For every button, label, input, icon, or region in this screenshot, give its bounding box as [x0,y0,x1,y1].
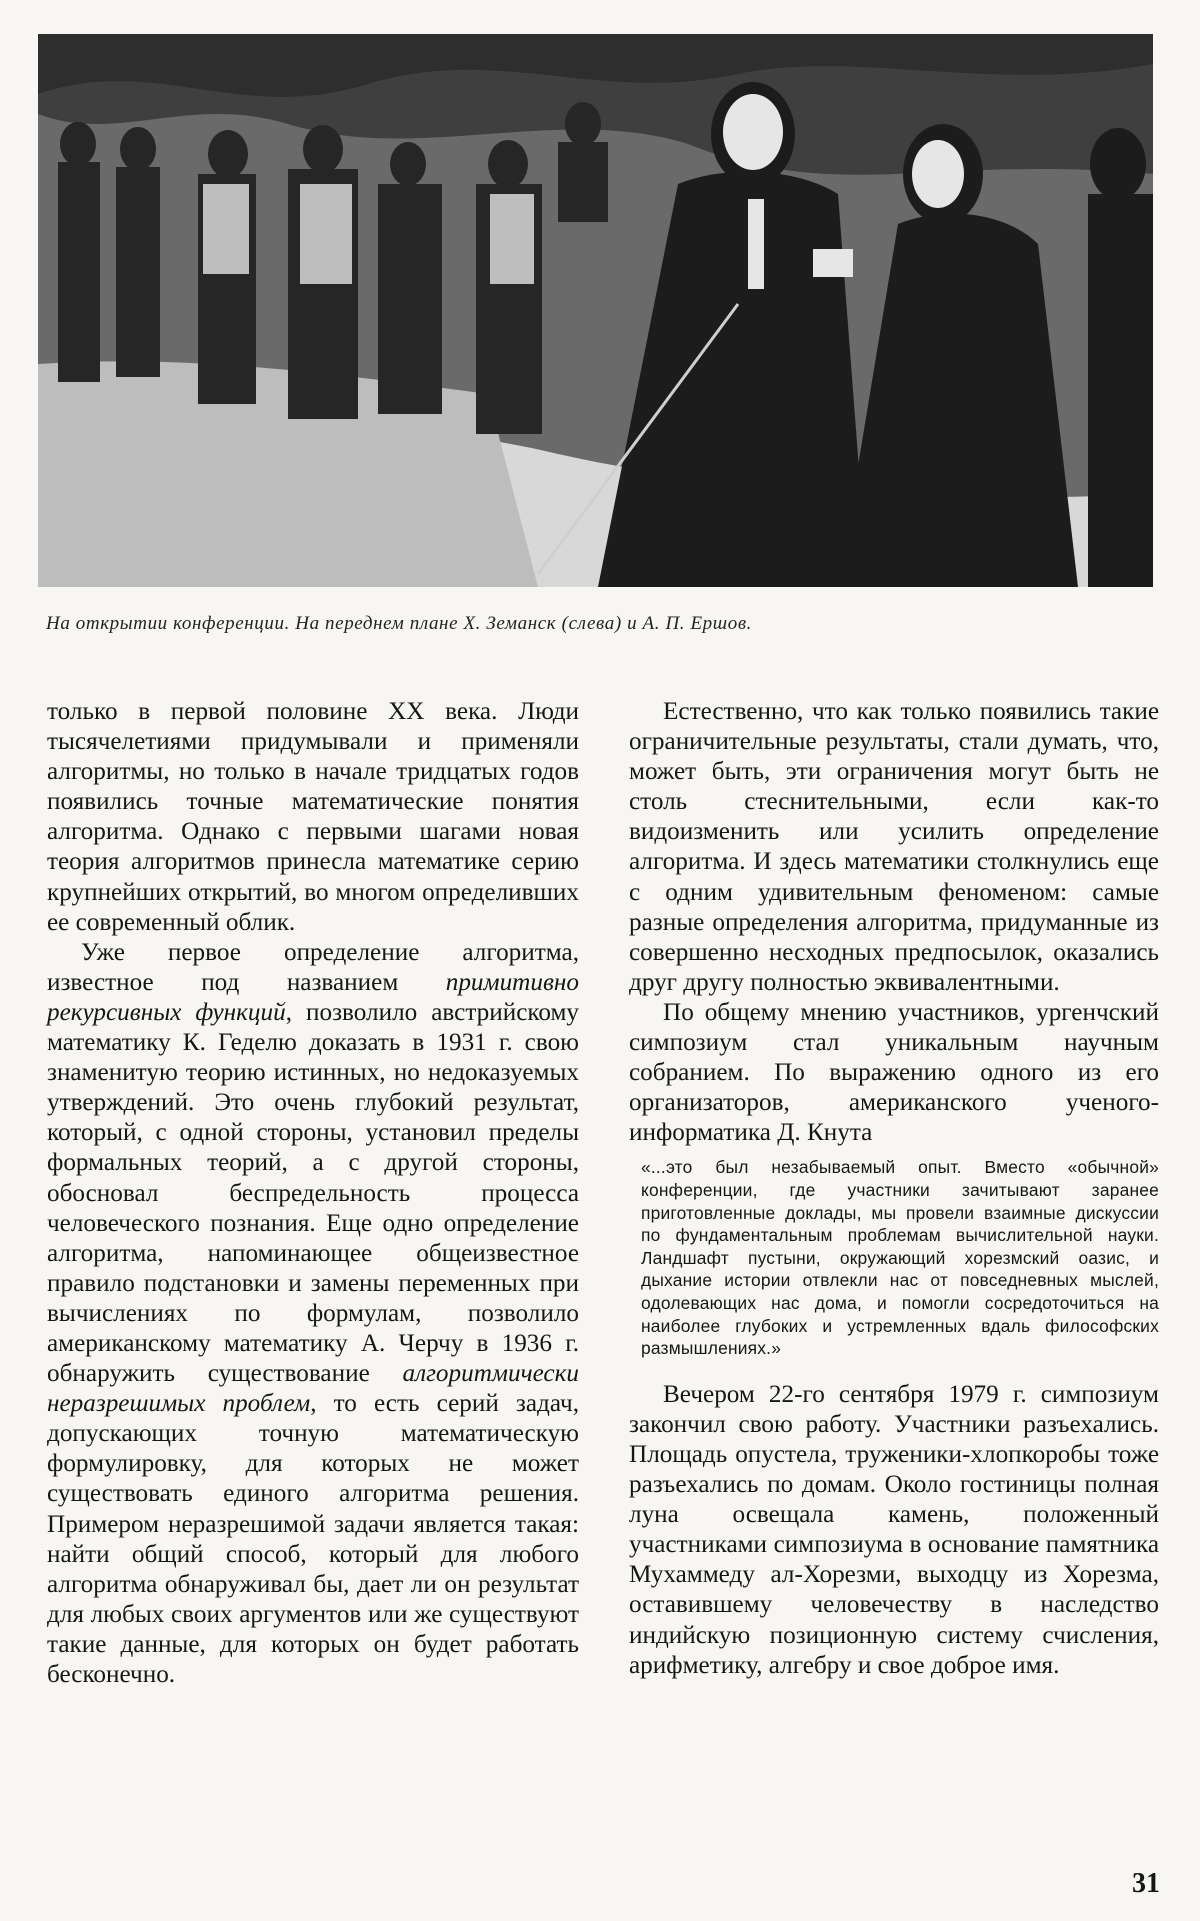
conference-photo [38,34,1153,587]
emphasis-term: алгоритмически неразрешимых проблем [47,1360,579,1418]
paragraph-text: , позволило австрийскому математику К. Геделю доказать в 1931 г. свою знаменитую теорию истинных, но недоказуемых утверждений. Это очень глубокий результат, который, с одной стороны, установил пределы формальных теорий, а с другой стороны, обосновал беспредельность процесса человеческого познания. Еще одно определение алгоритма, напоминающее общеизвестное правило подстановки и замены переменных при вычислениях по формулам, позволило американскому математику А. Черчу в 1936 г. обнаружить существование [47,998,579,1388]
emphasis-term: примитивно рекурсивных функций [47,968,579,1026]
paragraph-text: Уже первое определение алгоритма, известное под названием [47,938,579,996]
paragraph: По общему мнению участников, ургенчский симпозиум стал уникальным научным собранием. По выражению одного из его организаторов, американского ученого-информатика Д. Кнута [629,998,1159,1147]
right-column [629,697,1159,1681]
page-number: 31 [1132,1868,1160,1899]
paragraph: Естественно, что как только появились такие ограничительные результаты, стали думать, что, может быть, эти ограничения могут быть не столь стеснительными, если как-то видоизменить или усилить определение алгоритма. И здесь математики столкнулись еще с одним удивительным феноменом: самые разные определения алгоритма, придуманные из совершенно несходных предпосылок, оказались друг другу полностью эквивалентными. [629,698,1159,996]
paragraph: Вечером 22-го сентября 1979 г. симпозиум закончил свою работу. Участники разъехались. Площадь опустела, труженики-хлопкоробы тоже разъехались по домам. Около гостиницы полная луна освещала камень, положенный участниками симпозиума в основание памятника Мухаммеду ал-Хорезми, выходцу из Хорезма, оставившему человечеству в наследство индийскую позиционную систему счисления, арифметику, алгебру и свое доброе имя. [629,1380,1159,1679]
knuth-quote: «...это был незабываемый опыт. Вместо «обычной» конференции, где участники зачитывают заранее приготовленные доклады, мы провели взаимные дискуссии по фундаментальным проблемам вычислительной науки. Ландшафт пустыни, окружающий хорезмский оазис, и дыхание истории отвлекли нас от повседневных мыслей, одолевающих нас дома, и помогли сосредоточиться на наиболее глубоких и устремленных вдаль философских размышлениях.» [641,1157,1159,1359]
paragraph-text: , то есть серий задач, допускающих точную математическую формулировку, для которых не может существовать единого алгоритма решения. Примером неразрешимой задачи является такая: найти общий способ, который для любого алгоритма обнаруживал бы, дает ли он результат для любых своих аргументов или же существуют такие данные, для которых он будет работать бесконечно. [47,1390,579,1688]
left-column [47,697,579,1690]
paragraph [47,938,579,1690]
photo-caption: На открытии конференции. На переднем плане Х. Земанск (слева) и А. П. Ершов. [46,613,753,634]
paragraph: только в первой половине XX века. Люди тысячелетиями придумывали и применяли алгоритмы, но только в начале тридцатых годов появились точные математические понятия алгоритма. Однако с первыми шагами новая теория алгоритмов принесла математике серию крупнейших открытий, во многом определивших ее современный облик. [47,698,579,936]
photo-illustration [38,34,1153,587]
